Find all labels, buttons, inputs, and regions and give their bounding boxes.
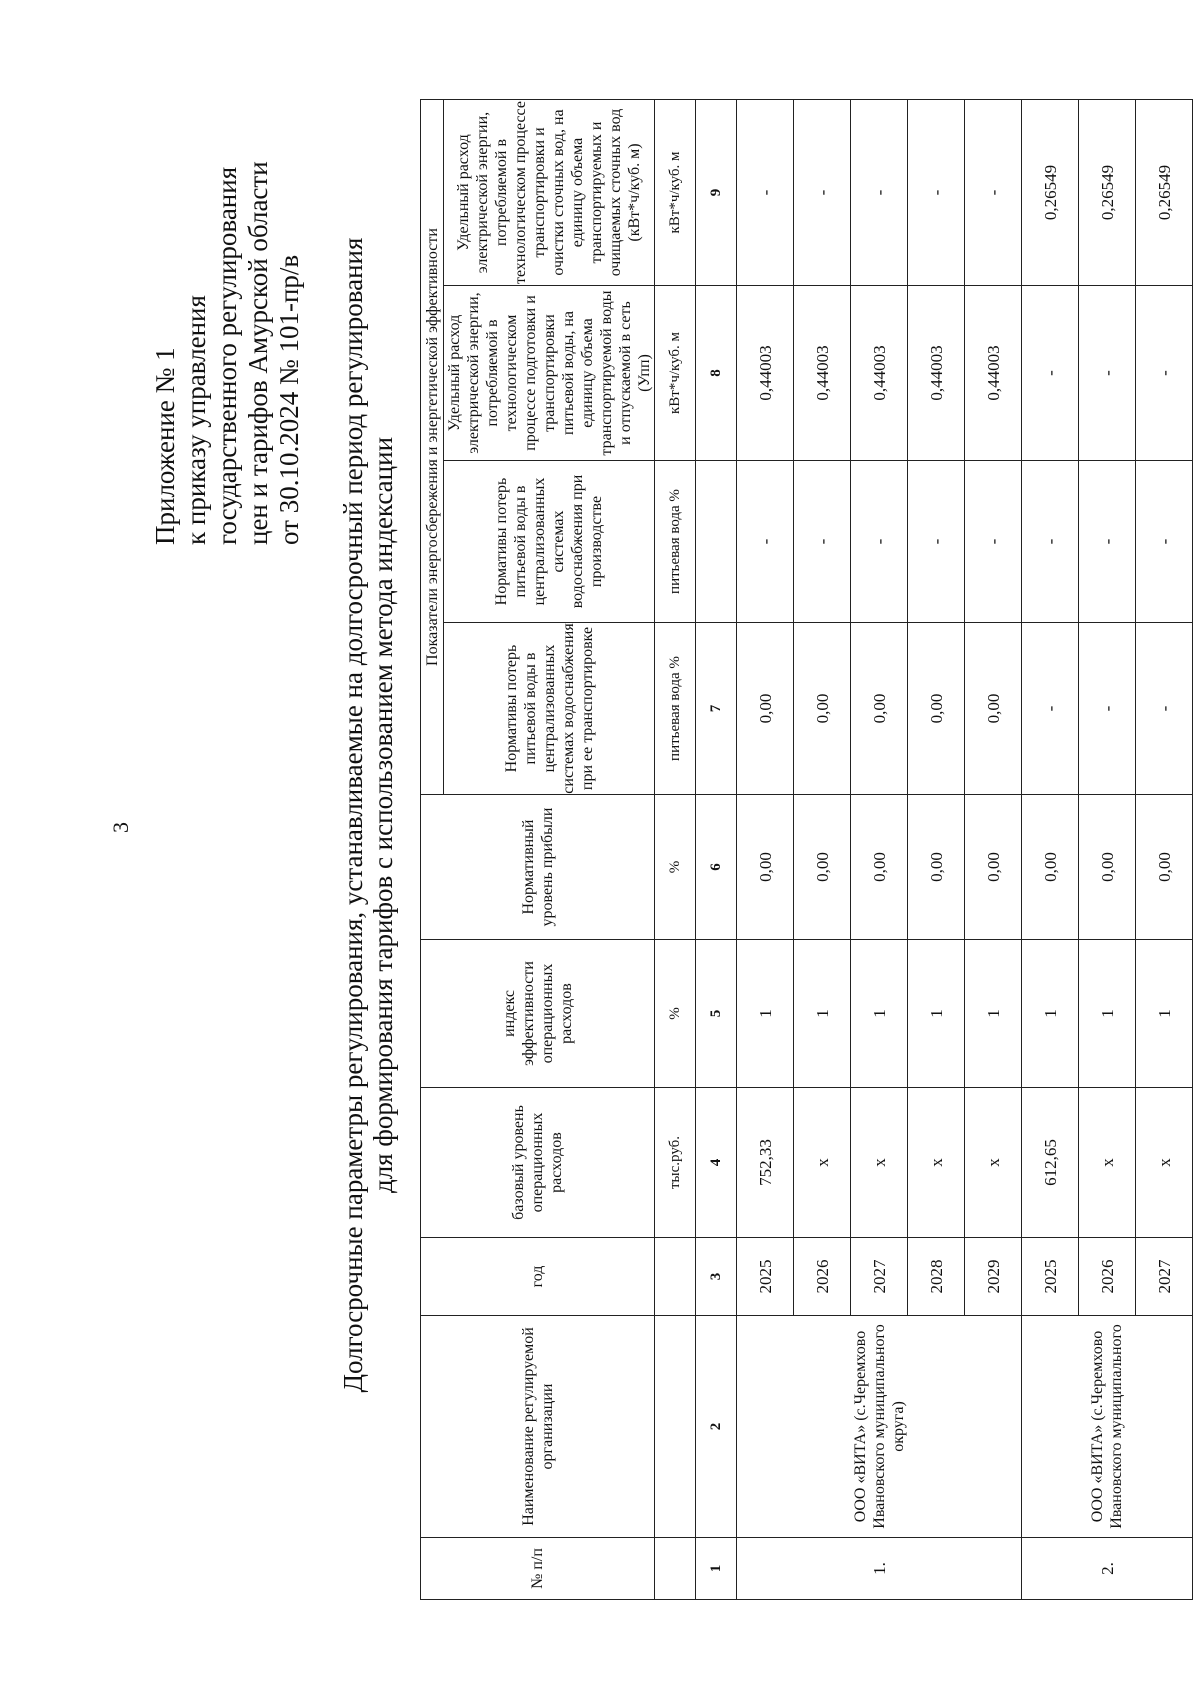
cell-loss-transport: - [1022, 623, 1079, 795]
cell-index: 1 [851, 940, 908, 1088]
cell-year: 2025 [1022, 1238, 1079, 1316]
row-number: 2. [1022, 1538, 1193, 1600]
unit-cell: питьевая вода % [655, 623, 696, 795]
row-number: 1. [737, 1538, 1022, 1600]
header-num: № п/п [421, 1538, 655, 1600]
cell-base: х [1079, 1088, 1136, 1238]
unit-cell [655, 1238, 696, 1316]
header-org: Наименование регулируемой организации [421, 1316, 655, 1538]
table-row [1022, 100, 1079, 1600]
cell-base: х [908, 1088, 965, 1238]
cell-loss-production: - [1079, 461, 1136, 623]
cell-base: х [851, 1088, 908, 1238]
cell-base: 612,65 [1022, 1088, 1079, 1238]
cell-elec-waste: 0,26549 [1022, 100, 1079, 286]
units-row [655, 100, 696, 1600]
column-number-row [696, 100, 737, 1600]
cell-index: 1 [794, 940, 851, 1088]
cell-elec-waste: - [794, 100, 851, 286]
title-line-1: Долгосрочные параметры регулирования, устанавливаемые на долгосрочный период регулирования [338, 237, 368, 1393]
cell-index: 1 [1022, 940, 1079, 1088]
appendix-block [150, 65, 305, 545]
appendix-line: государственного регулирования [212, 166, 242, 545]
unit-cell [655, 1316, 696, 1538]
cell-loss-production: - [794, 461, 851, 623]
unit-cell: % [655, 795, 696, 940]
unit-cell: кВт*ч/куб. м [655, 100, 696, 286]
col-number: 3 [696, 1238, 737, 1316]
col-number: 4 [696, 1088, 737, 1238]
cell-loss-transport: 0,00 [851, 623, 908, 795]
appendix-line: от 30.10.2024 № 101-пр/в [274, 254, 304, 545]
header-loss-production: Нормативы потерь питьевой воды в централизованных системах водоснабжения при производстве [444, 461, 655, 623]
cell-elec-water: 0,44003 [794, 286, 851, 461]
cell-loss-production: - [1136, 461, 1193, 623]
cell-profit: 0,00 [1022, 795, 1079, 940]
col-number: 9 [696, 100, 737, 286]
col-number: 6 [696, 795, 737, 940]
cell-profit: 0,00 [1136, 795, 1193, 940]
header-base: базовый уровень операционных расходов [421, 1088, 655, 1238]
cell-loss-production: - [1022, 461, 1079, 623]
cell-base: х [794, 1088, 851, 1238]
header-profit: Нормативный уровень прибыли [421, 795, 655, 940]
cell-loss-transport: 0,00 [908, 623, 965, 795]
cell-loss-transport: 0,00 [965, 623, 1022, 795]
cell-elec-waste: - [908, 100, 965, 286]
header-year: год [421, 1238, 655, 1316]
cell-loss-transport: 0,00 [794, 623, 851, 795]
unit-cell: питьевая вода % [655, 461, 696, 623]
cell-loss-transport: - [1136, 623, 1193, 795]
parameters-table [420, 99, 1193, 1600]
cell-year: 2027 [851, 1238, 908, 1316]
cell-index: 1 [1136, 940, 1193, 1088]
col-number: 5 [696, 940, 737, 1088]
cell-elec-water: - [1022, 286, 1079, 461]
header-elec-water: Удельный расход электрической энергии, потребляемой в технологическом процессе подготовки и транспортировки питьевой воды, на единицу объема транспортируемой воды и отпускаемой в сеть (Упп) [444, 286, 655, 461]
cell-elec-water: 0,44003 [965, 286, 1022, 461]
cell-profit: 0,00 [851, 795, 908, 940]
cell-elec-water: - [1136, 286, 1193, 461]
cell-loss-production: - [908, 461, 965, 623]
cell-year: 2025 [737, 1238, 794, 1316]
cell-year: 2026 [794, 1238, 851, 1316]
cell-year: 2027 [1136, 1238, 1193, 1316]
cell-elec-waste: - [965, 100, 1022, 286]
cell-profit: 0,00 [965, 795, 1022, 940]
cell-profit: 0,00 [737, 795, 794, 940]
org-name: ООО «ВИТА» (с.Черемхово Ивановского муниципального округа) [737, 1316, 1022, 1538]
header-loss-transport: Нормативы потерь питьевой воды в централизованных системах водоснабжения при ее транспортировке [444, 623, 655, 795]
cell-elec-waste: - [851, 100, 908, 286]
header-group: Показатели энергосбережения и энергетической эффективности [421, 100, 444, 795]
cell-elec-water: 0,44003 [908, 286, 965, 461]
unit-cell: % [655, 940, 696, 1088]
unit-cell: кВт*ч/куб. м [655, 286, 696, 461]
cell-loss-production: - [737, 461, 794, 623]
unit-cell [655, 1538, 696, 1600]
cell-elec-waste: 0,26549 [1136, 100, 1193, 286]
title-line-2: для формирования тарифов с использованием метода индексации [368, 436, 398, 1194]
cell-base: 752,33 [737, 1088, 794, 1238]
cell-index: 1 [965, 940, 1022, 1088]
col-number: 1 [696, 1538, 737, 1600]
cell-year: 2026 [1079, 1238, 1136, 1316]
cell-elec-waste: - [737, 100, 794, 286]
document-title [338, 155, 398, 1475]
cell-loss-transport: - [1079, 623, 1136, 795]
cell-profit: 0,00 [794, 795, 851, 940]
cell-elec-waste: 0,26549 [1079, 100, 1136, 286]
col-number: 2 [696, 1316, 737, 1538]
cell-year: 2028 [908, 1238, 965, 1316]
cell-base: х [965, 1088, 1022, 1238]
cell-loss-transport: 0,00 [737, 623, 794, 795]
appendix-line: Приложение № 1 [150, 347, 180, 545]
col-number [696, 461, 737, 623]
cell-elec-water: 0,44003 [737, 286, 794, 461]
cell-index: 1 [737, 940, 794, 1088]
unit-cell: тыс.руб. [655, 1088, 696, 1238]
cell-index: 1 [1079, 940, 1136, 1088]
cell-base: х [1136, 1088, 1193, 1238]
col-number: 8 [696, 286, 737, 461]
cell-year: 2029 [965, 1238, 1022, 1316]
page-number: 3 [108, 822, 133, 833]
cell-elec-water: - [1079, 286, 1136, 461]
cell-loss-production: - [851, 461, 908, 623]
appendix-line: цен и тарифов Амурской области [243, 161, 273, 545]
table-row [737, 100, 794, 1600]
header-row-group [421, 100, 444, 1600]
cell-elec-water: 0,44003 [851, 286, 908, 461]
header-elec-waste: Удельный расход электрической энергии, потребляемой в технологическом процессе транспортировки и очистки сточных вод, на единицу объема транспортируемых и очищаемых сточных вод (кВт*ч/куб. м) [444, 100, 655, 286]
cell-loss-production: - [965, 461, 1022, 623]
org-name: ООО «ВИТА» (с.Черемхово Ивановского муниципального [1022, 1316, 1193, 1538]
cell-profit: 0,00 [908, 795, 965, 940]
cell-profit: 0,00 [1079, 795, 1136, 940]
col-number: 7 [696, 623, 737, 795]
header-index: индекс эффективности операционных расходов [421, 940, 655, 1088]
appendix-line: к приказу управления [181, 295, 211, 545]
cell-index: 1 [908, 940, 965, 1088]
